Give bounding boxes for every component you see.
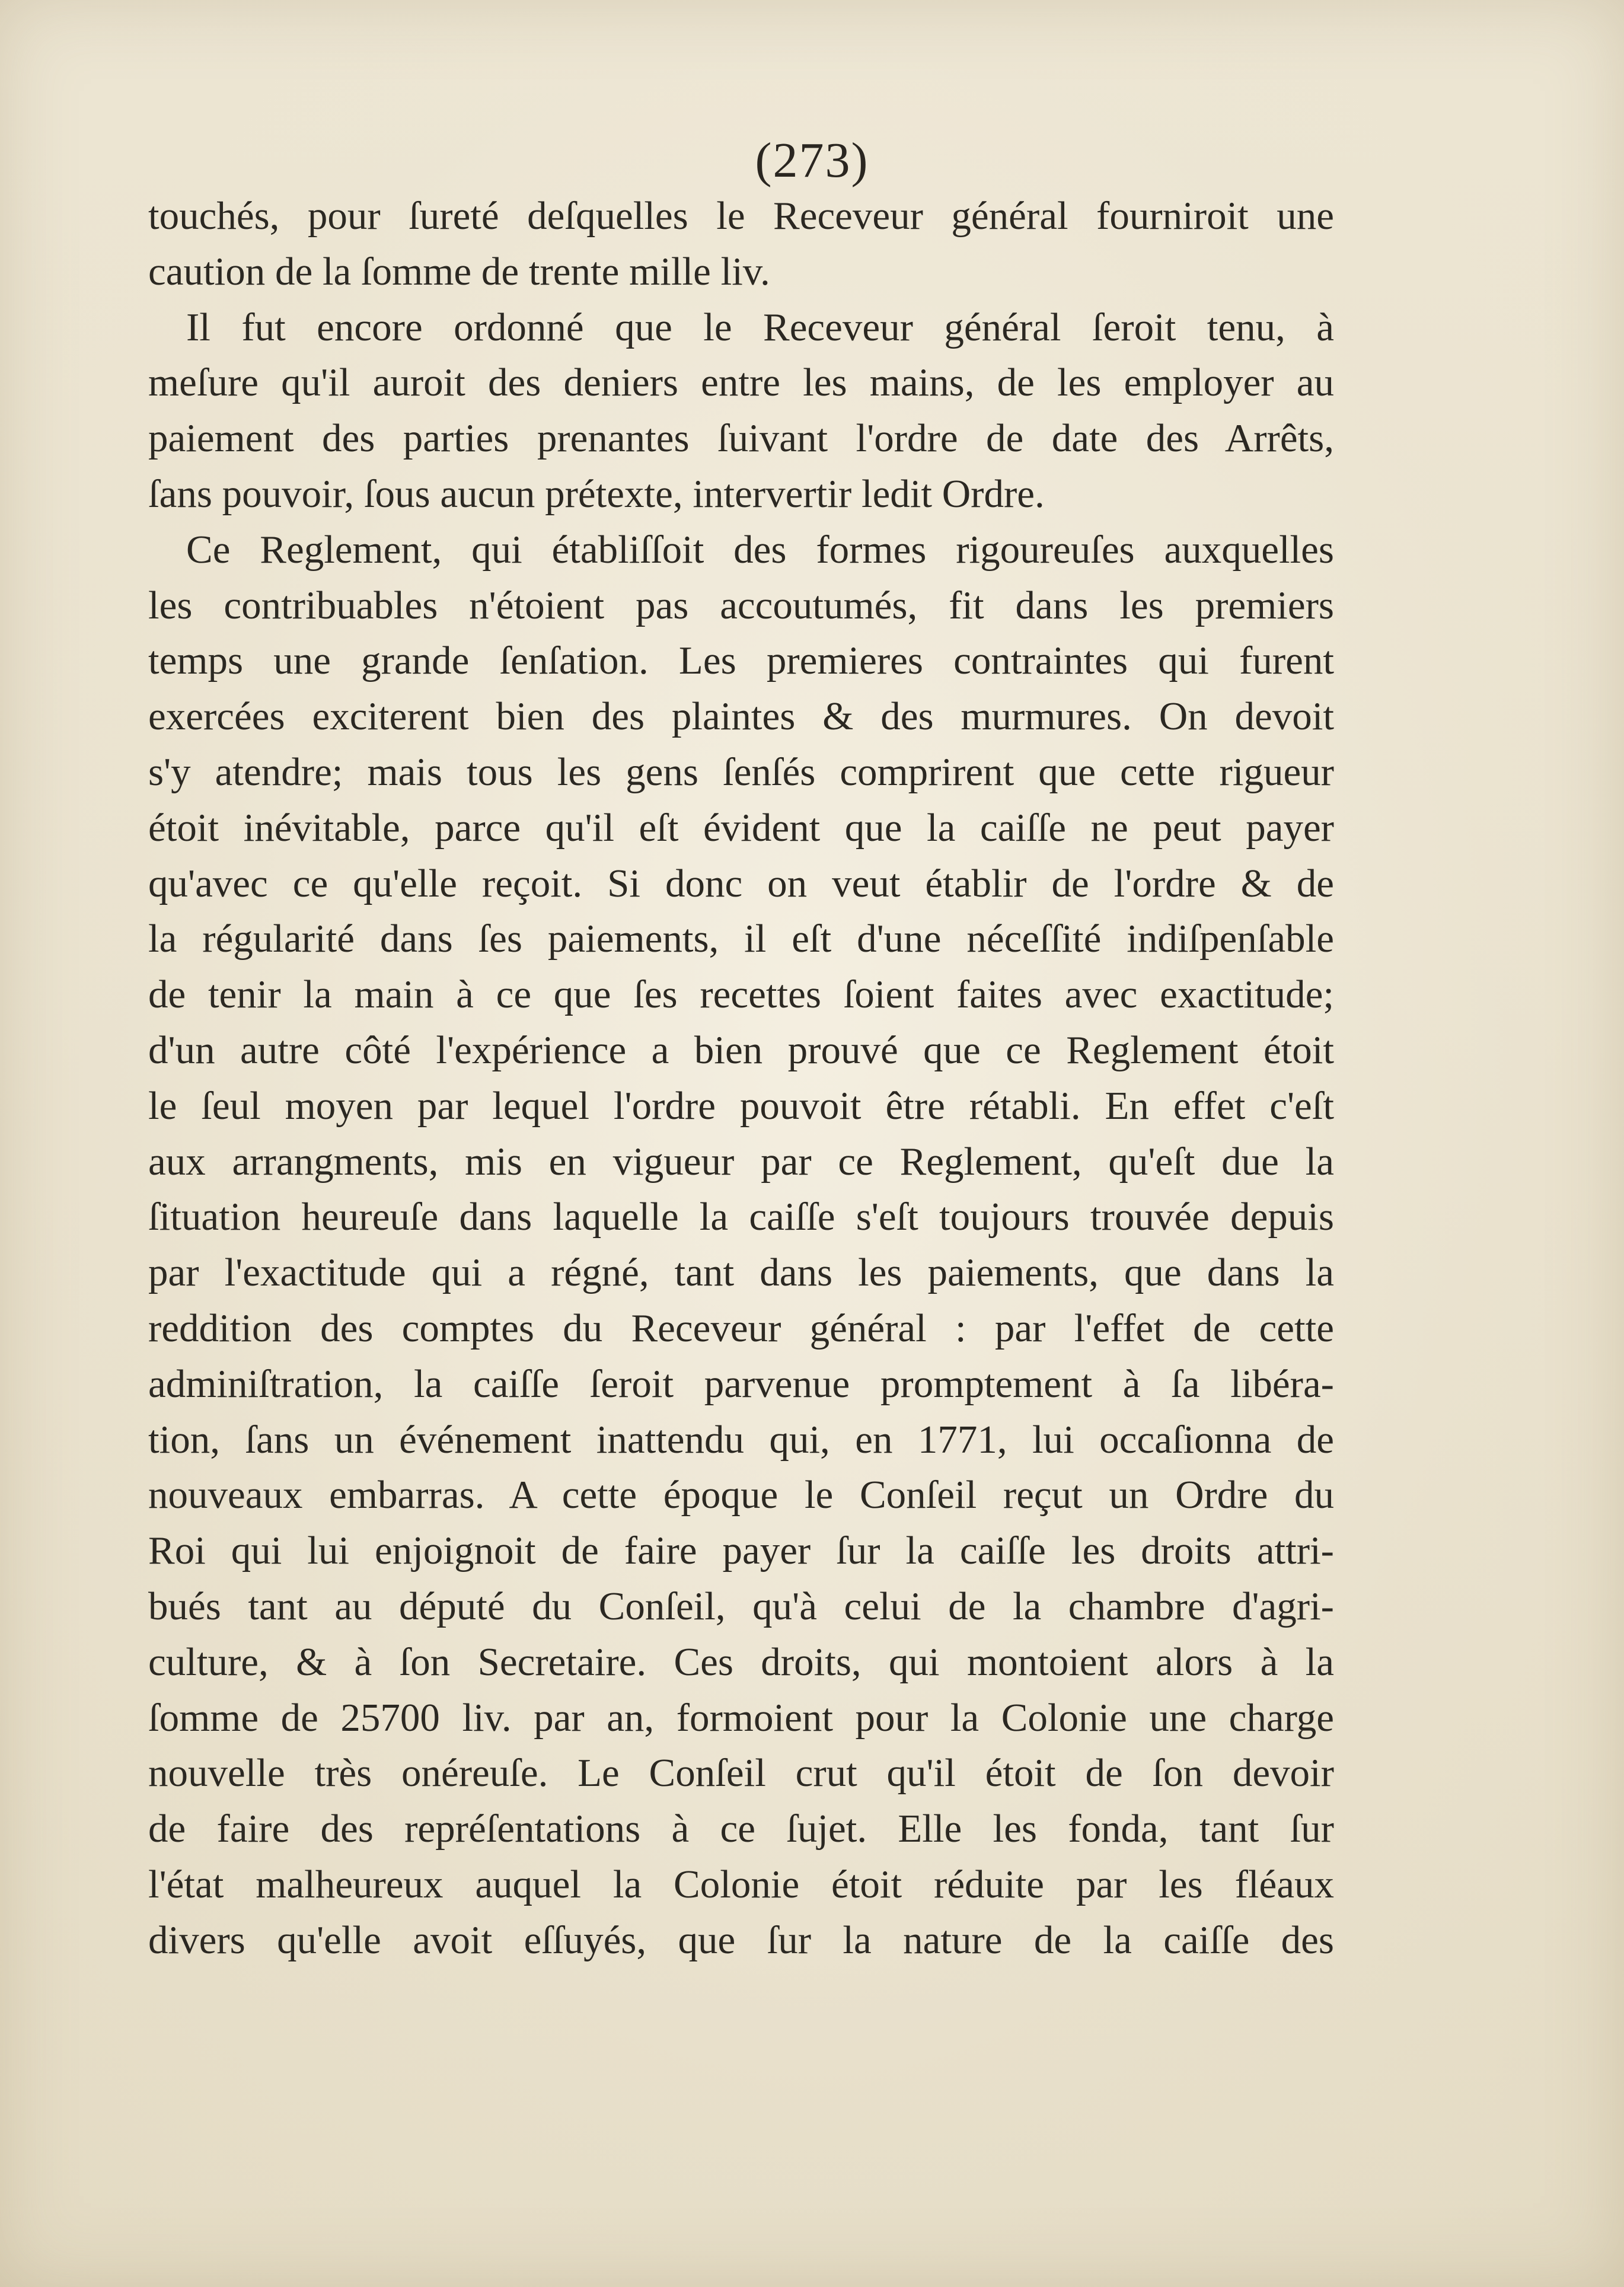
text-line: tion, ſans un événement inattendu qui, en 1771, lui occaſionna de <box>148 1417 1334 1462</box>
text-line: caution de la ſomme de trente mille liv. <box>148 249 770 294</box>
text-line: reddition des comptes du Receveur général : par l'effet de cette <box>148 1306 1334 1350</box>
text-line: adminiſtration, la caiſſe ſeroit parvenue promptement à ſa libéra- <box>148 1361 1334 1406</box>
text-line: de tenir la main à ce que ſes recettes ſoient faites avec exactitude; <box>148 972 1334 1017</box>
text-line: la régularité dans ſes paiements, il eſt d'une néceſſité indiſpenſable <box>148 917 1334 961</box>
text-line: ſomme de 25700 liv. par an, formoient pour la Colonie une charge <box>148 1695 1334 1740</box>
text-line: qu'avec ce qu'elle reçoit. Si donc on veut établir de l'ordre & de <box>148 861 1334 905</box>
text-line: de faire des repréſentations à ce ſujet. Elle les fonda, tant ſur <box>148 1807 1334 1851</box>
text-line: d'un autre côté l'expérience a bien prouvé que ce Reglement étoit <box>148 1028 1334 1072</box>
body-text <box>148 189 1334 1969</box>
text-line: meſure qu'il auroit des deniers entre les mains, de les employer au <box>148 361 1334 405</box>
text-line: le ſeul moyen par lequel l'ordre pouvoit être rétabli. En effet c'eſt <box>148 1083 1334 1128</box>
text-line: nouveaux embarras. A cette époque le Conſeil reçut un Ordre du <box>148 1473 1334 1517</box>
text-line: temps une grande ſenſation. Les premieres contraintes qui furent <box>148 639 1334 683</box>
text-line: Roi qui lui enjoignoit de faire payer ſur la caiſſe les droits attri- <box>148 1529 1334 1573</box>
text-line: ſans pouvoir, ſous aucun prétexte, intervertir ledit Ordre. <box>148 471 1045 516</box>
text-line: nouvelle très onéreuſe. Le Conſeil crut qu'il étoit de ſon devoir <box>148 1751 1334 1795</box>
text-line: touchés, pour ſureté deſquelles le Receveur général fourniroit une <box>148 194 1334 238</box>
text-line: s'y atendre; mais tous les gens ſenſés comprirent que cette rigueur <box>148 749 1334 794</box>
text-line: ſituation heureuſe dans laquelle la caiſſe s'eſt toujours trouvée depuis <box>148 1195 1334 1239</box>
text-line: bués tant au député du Conſeil, qu'à celui de la chambre d'agri- <box>148 1584 1334 1628</box>
text-line: par l'exactitude qui a régné, tant dans les paiements, que dans la <box>148 1251 1334 1295</box>
text-line: Il fut encore ordonné que le Receveur général ſeroit tenu, à <box>186 305 1334 349</box>
text-line: étoit inévitable, parce qu'il eſt évident que la caiſſe ne peut payer <box>148 805 1334 850</box>
text-line: exercées exciterent bien des plaintes & des murmures. On devoit <box>148 694 1334 739</box>
text-line: Ce Reglement, qui établiſſoit des formes rigoureuſes auxquelles <box>186 527 1334 572</box>
text-line: paiement des parties prenantes ſuivant l'ordre de date des Arrêts, <box>148 416 1334 461</box>
text-line: divers qu'elle avoit eſſuyés, que ſur la nature de la caiſſe des <box>148 1918 1334 1962</box>
text-line: aux arrangments, mis en vigueur par ce Reglement, qu'eſt due la <box>148 1139 1334 1184</box>
text-line: l'état malheureux auquel la Colonie étoit réduite par les fléaux <box>148 1862 1334 1906</box>
page-number: (273) <box>755 133 869 188</box>
text-line: culture, & à ſon Secretaire. Ces droits, qui montoient alors à la <box>148 1640 1334 1684</box>
text-line: les contribuables n'étoient pas accoutumés, fit dans les premiers <box>148 583 1334 627</box>
